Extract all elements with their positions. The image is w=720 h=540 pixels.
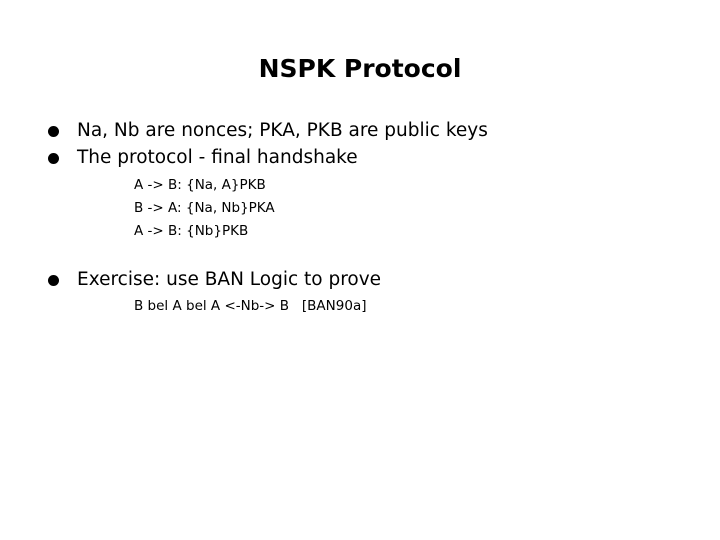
- handshake-step-3: A -> B: {Nb}PKB: [134, 223, 249, 239]
- slide-title-text: NSPK Protocol: [258, 54, 462, 83]
- bullet-dot-icon: [48, 153, 59, 164]
- bullet-text: The protocol - final handshake: [77, 147, 358, 168]
- handshake-step-1: A -> B: {Na, A}PKB: [134, 177, 266, 193]
- bullet-item-nonces: [48, 118, 488, 144]
- bullet-dot-icon: [48, 275, 59, 286]
- bullet-text: Exercise: use BAN Logic to prove: [77, 269, 382, 290]
- bullet-item-exercise: [48, 267, 381, 293]
- bullet-item-protocol: [48, 145, 358, 171]
- exercise-statement: B bel A bel A <-Nb-> B [BAN90a]: [134, 298, 367, 314]
- bullet-dot-icon: [48, 126, 59, 137]
- bullet-text: Na, Nb are nonces; PKA, PKB are public keys: [77, 120, 488, 141]
- slide-title: [0, 52, 720, 86]
- handshake-step-2: B -> A: {Na, Nb}PKA: [134, 200, 275, 216]
